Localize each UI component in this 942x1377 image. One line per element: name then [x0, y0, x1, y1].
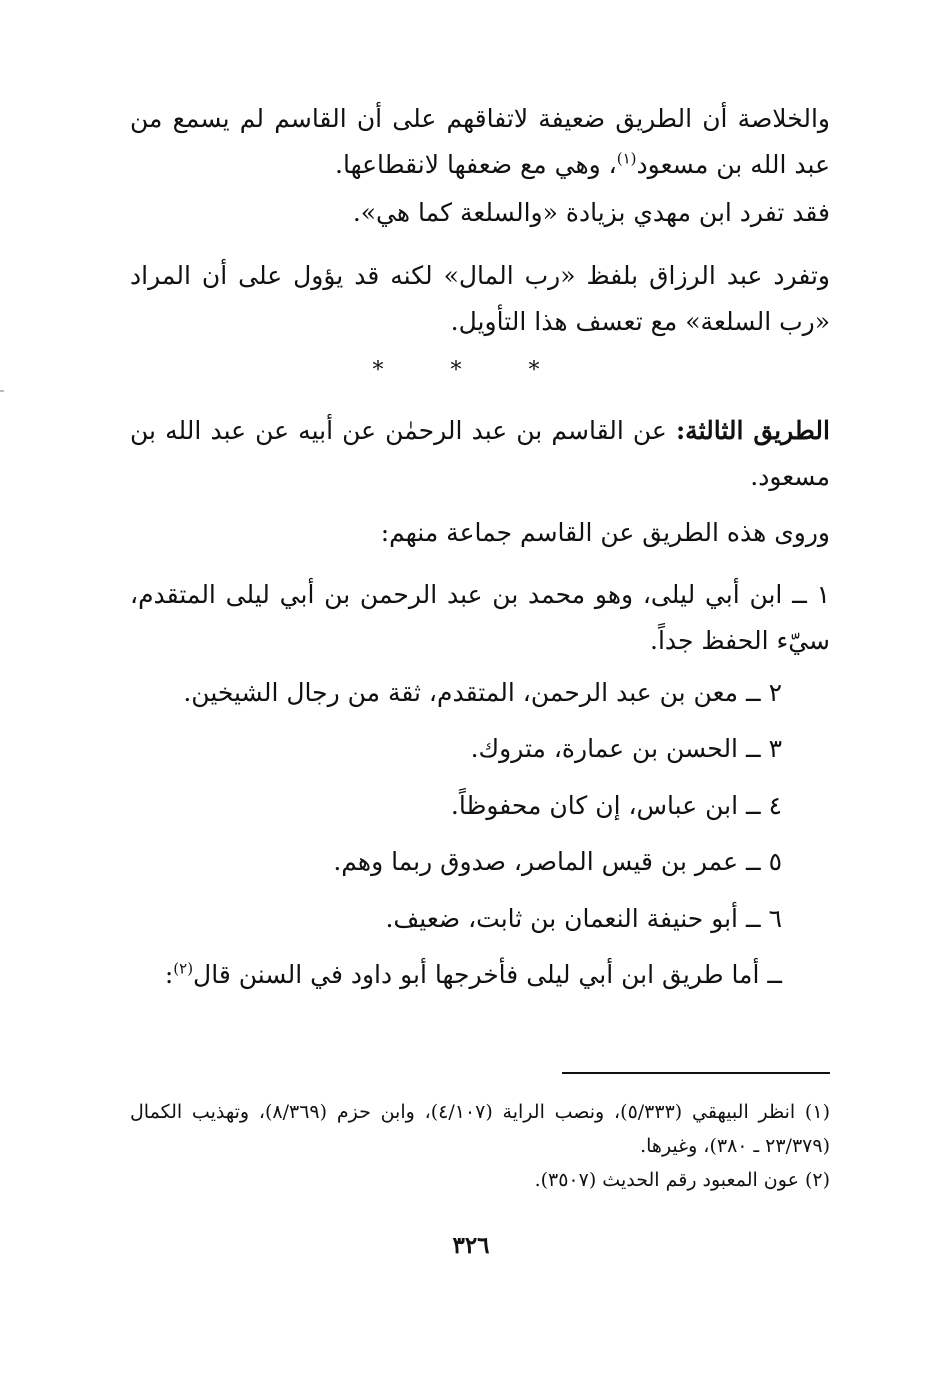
- list-item: ٦ ــ أبو حنيفة النعمان بن ثابت، ضعيف.: [385, 904, 782, 933]
- list-item: ٤ ــ ابن عباس، إن كان محفوظاً.: [450, 791, 782, 820]
- third-path-text: عن القاسم بن عبد الرحمٰن عن أبيه عن عبد الله بن مسعود.: [130, 416, 830, 491]
- paragraph-conclusion-tail: ، وهي مع ضعفها لانقطاعها.: [335, 150, 617, 179]
- paragraph-conclusion-text: والخلاصة أن الطريق ضعيفة لاتفاقهم على أن القاسم لم يسمع من عبد الله بن مسعود: [130, 104, 830, 179]
- footnote-1: (١) انظر البيهقي (٥/٣٣٣)، ونصب الراية (٤/١٠٧)، وابن حزم (٨/٣٦٩)، وتهذيب الكمال (٢٣/٣٧٩ ـ ٣٨٠)، وغيرها.: [130, 1101, 830, 1157]
- closing-colon: :: [164, 960, 174, 989]
- paragraph-narrators-intro: وروى هذه الطريق عن القاسم جماعة منهم:: [380, 518, 830, 547]
- page-number: ٣٢٦: [452, 1232, 490, 1259]
- paragraph-third-path: [130, 408, 830, 500]
- closing-text: ــ أما طريق ابن أبي ليلى فأخرجها أبو داود في السنن قال: [193, 960, 782, 989]
- footnote-ref-1: (١): [616, 149, 637, 168]
- list-item: ١ ــ ابن أبي ليلى، وهو محمد بن عبد الرحمن بن أبي ليلى المتقدم، سيّء الحفظ جداً.: [130, 580, 830, 655]
- footnote-2: (٢) عون المعبود رقم الحديث (٣٥٠٧).: [534, 1169, 830, 1191]
- list-item: ٥ ــ عمر بن قيس الماصر، صدوق ربما وهم.: [333, 847, 782, 876]
- closing-line: [165, 960, 782, 989]
- footnote-divider: [562, 1072, 830, 1074]
- paragraph-conclusion: [130, 96, 830, 188]
- list-item: ٢ ــ معن بن عبد الرحمن، المتقدم، ثقة من رجال الشيخين.: [183, 678, 782, 707]
- third-path-label: الطريق الثالثة:: [675, 416, 830, 445]
- footnote-ref-2: (٢): [173, 959, 194, 978]
- list-item: ٣ ــ الحسن بن عمارة، متروك.: [470, 734, 782, 763]
- section-separator: * * *: [372, 358, 570, 383]
- paragraph-ibn-mahdi: فقد تفرد ابن مهدي بزيادة «والسلعة كما هي».: [352, 198, 830, 227]
- paragraph-abd-al-razzaq: وتفرد عبد الرزاق بلفظ «رب المال» لكنه قد يؤول على أن المراد «رب السلعة» مع تعسف هذا التأويل.: [130, 261, 830, 336]
- scan-mark: [0, 390, 4, 392]
